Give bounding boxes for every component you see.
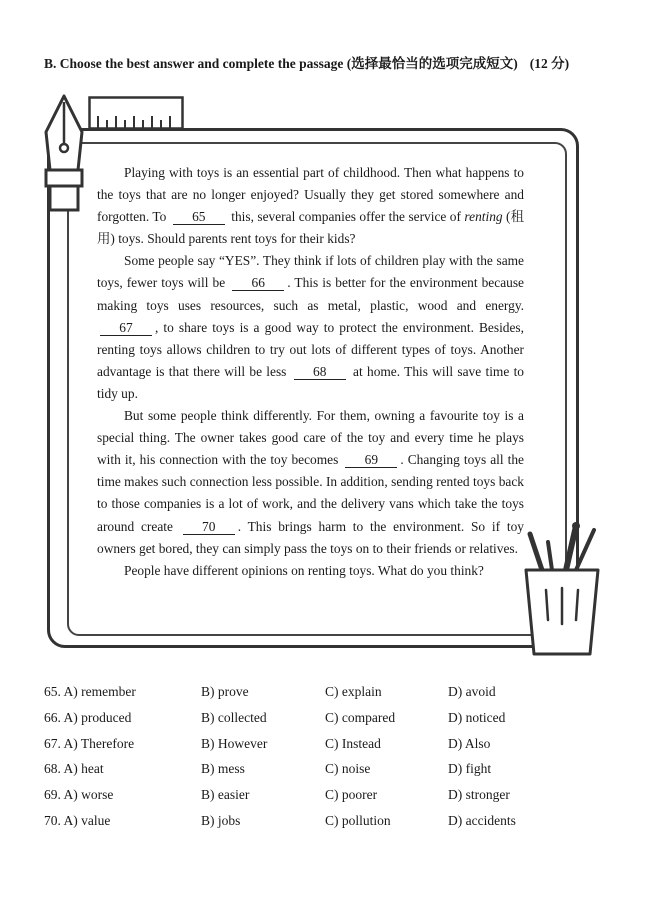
- passage-text-segment: at home. This will save time to tidy up.: [97, 363, 524, 401]
- option-b[interactable]: B) prove: [201, 684, 249, 699]
- passage-paragraph-3: [97, 405, 524, 560]
- option-b[interactable]: B) However: [201, 735, 268, 751]
- question-row-70: [44, 813, 624, 839]
- blank-68: 68: [294, 364, 346, 380]
- passage-text-segment: this, several companies offer the service of: [231, 209, 461, 225]
- passage-paragraph-1: [97, 162, 524, 250]
- option-d[interactable]: D) stronger: [448, 787, 510, 803]
- option-a[interactable]: 67. A) Therefore: [44, 735, 135, 751]
- passage-text: [97, 162, 524, 582]
- option-d[interactable]: D) Also: [448, 735, 491, 751]
- fountain-pen-icon: [38, 92, 90, 220]
- italic-word-renting: renting: [464, 209, 503, 225]
- heading-text: B. Choose the best answer and complete the passage (选择最恰当的选项完成短文): [44, 56, 518, 71]
- blank-67: 67: [100, 320, 152, 336]
- option-b[interactable]: B) jobs: [201, 812, 241, 828]
- option-d[interactable]: D) fight: [448, 761, 492, 777]
- passage-paragraph-2: [97, 250, 524, 405]
- option-a[interactable]: 66. A) produced: [44, 709, 132, 725]
- option-d[interactable]: D) noticed: [448, 709, 506, 725]
- option-b[interactable]: B) easier: [201, 787, 250, 803]
- option-b[interactable]: B) collected: [201, 709, 267, 725]
- pencil-cup-icon: [518, 520, 606, 660]
- passage-text-segment: . Changing toys all the time makes such connection less possible. In addition, sending rented toys back to those companies is a lot of work, and the delivery vans which take the toys around create: [97, 452, 524, 534]
- answer-options: [44, 684, 624, 839]
- option-a[interactable]: 65. A) remember: [44, 684, 136, 699]
- option-c[interactable]: C) explain: [325, 684, 382, 699]
- question-row-65: [44, 684, 624, 710]
- blank-70: 70: [183, 519, 235, 535]
- option-c[interactable]: C) pollution: [325, 812, 391, 828]
- option-d[interactable]: D) accidents: [448, 812, 516, 828]
- question-row-67: [44, 736, 624, 762]
- section-heading: [44, 52, 634, 72]
- question-row-66: [44, 710, 624, 736]
- passage-text-segment: . This brings harm to the environment. So if toy owners get bored, they can simply pass the toys on to their friends or relatives.: [97, 518, 524, 556]
- passage-paragraph-4: People have different opinions on renting toys. What do you think?: [124, 562, 484, 578]
- passage-text-segment: Some people say “YES”. They think if lots of children play with the same toys, fewer toys will be: [97, 253, 524, 291]
- passage-text-segment: . This is better for the environment because making toys uses resources, such as metal, plastic, wood and energy.: [97, 275, 524, 313]
- passage-text-segment: Playing with toys is an essential part of childhood. Then what happens to the toys that are no longer enjoyed? Usually they get stored somewhere and forgotten. To: [97, 165, 524, 225]
- option-b[interactable]: B) mess: [201, 761, 245, 777]
- option-c[interactable]: C) compared: [325, 709, 396, 725]
- option-a[interactable]: 69. A) worse: [44, 787, 114, 803]
- question-row-68: [44, 761, 624, 787]
- blank-69: 69: [345, 452, 397, 468]
- passage-text-segment: (租用) toys. Should parents rent toys for their kids?: [97, 209, 524, 247]
- passage-text-segment: But some people think differently. For them, owning a favourite toy is a special thing. The owner takes good care of the toy and every time he plays with it, his connection with the toy becomes: [97, 408, 524, 468]
- option-c[interactable]: C) Instead: [325, 735, 381, 751]
- option-d[interactable]: D) avoid: [448, 684, 496, 699]
- question-row-69: [44, 787, 624, 813]
- passage-text-segment: , to share toys is a good way to protect the environment. Besides, renting toys allows children to try out lots of different types of toys. Another advantage is that there will be less: [97, 319, 524, 379]
- option-c[interactable]: C) noise: [325, 761, 371, 777]
- option-c[interactable]: C) poorer: [325, 787, 378, 803]
- heading-score: (12 分): [529, 56, 570, 71]
- option-a[interactable]: 70. A) value: [44, 812, 111, 828]
- blank-66: 66: [232, 275, 284, 291]
- blank-65: 65: [173, 209, 225, 225]
- ruler-icon: [88, 96, 184, 130]
- option-a[interactable]: 68. A) heat: [44, 761, 104, 777]
